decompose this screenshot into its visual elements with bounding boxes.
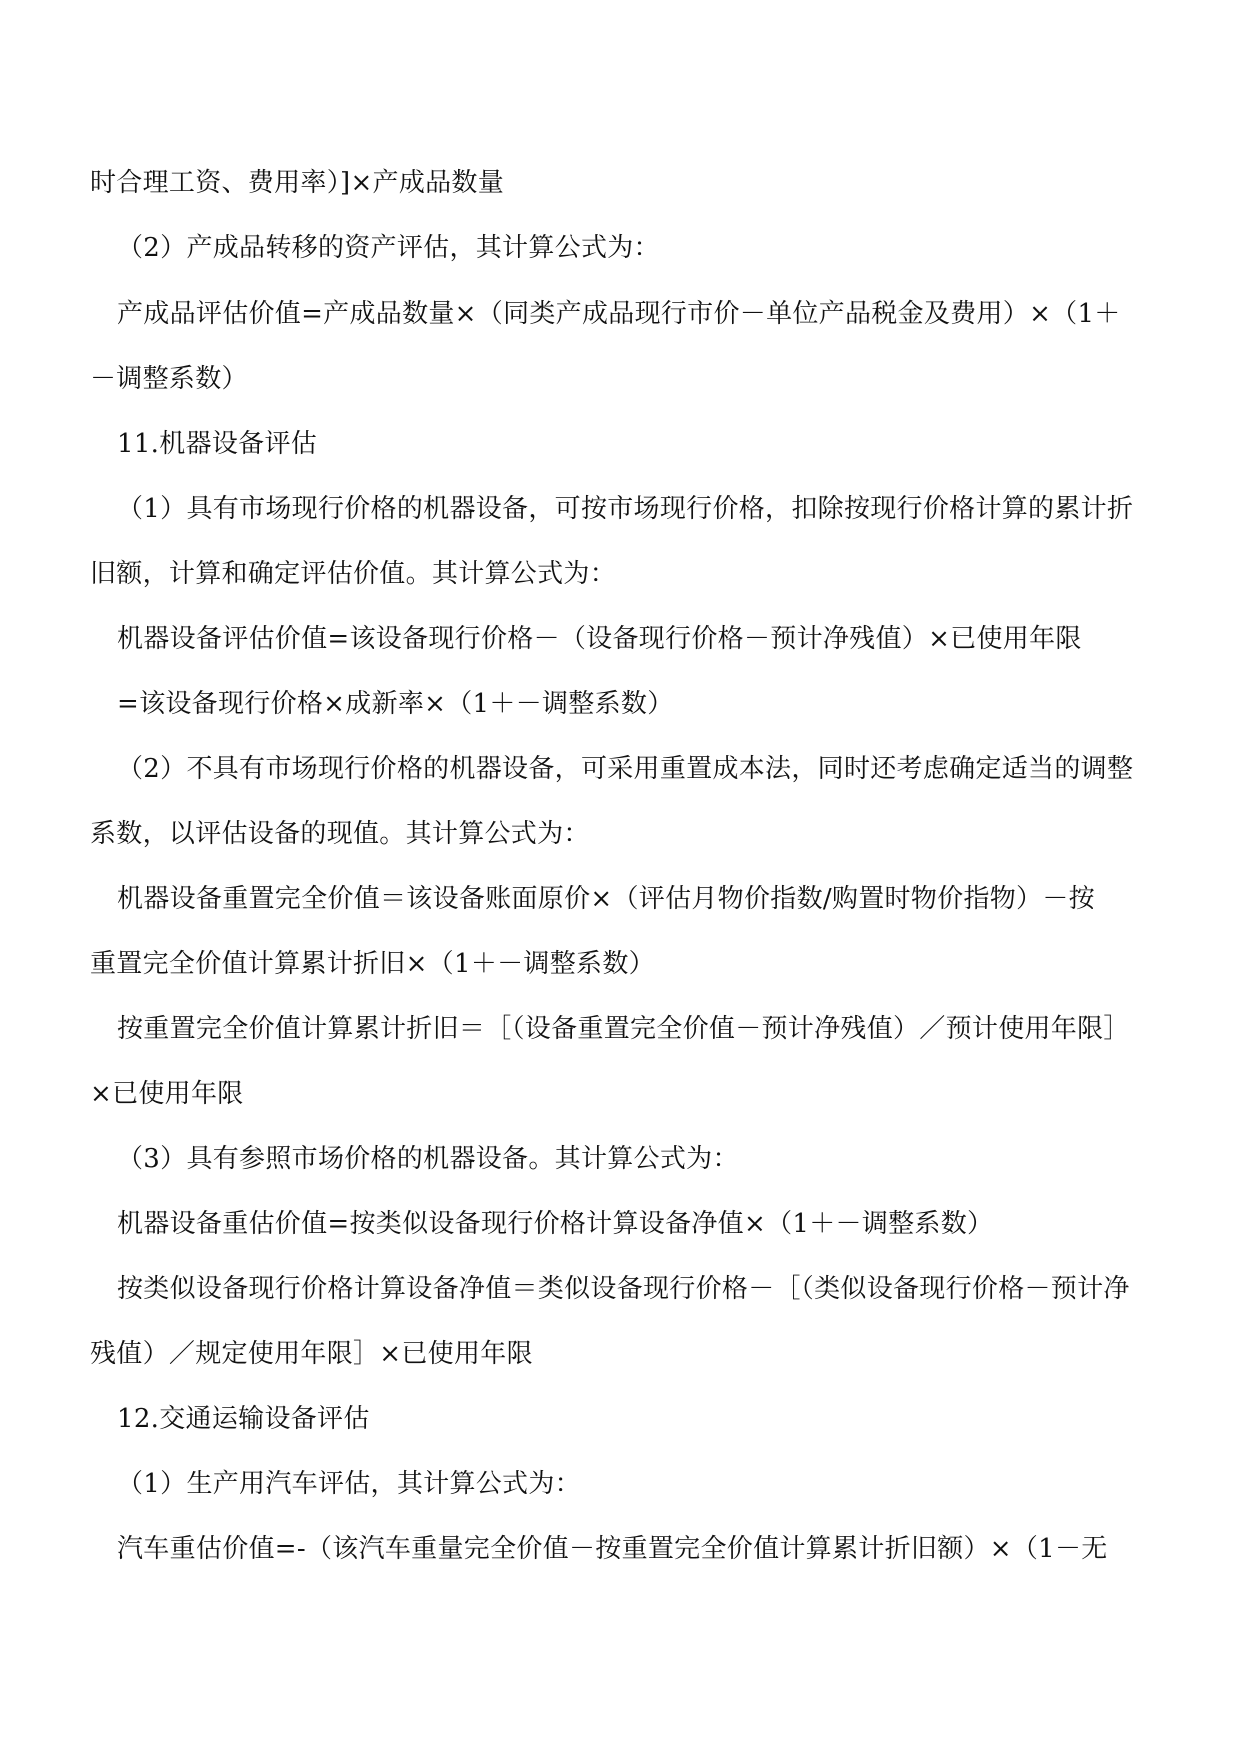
- text-line: （1）生产用汽车评估，其计算公式为：: [117, 1469, 581, 1499]
- text-line: 系数，以评估设备的现值。其计算公式为：: [90, 819, 590, 849]
- formula-line: =该设备现行价格×成新率×（1＋－调整系数）: [117, 689, 674, 719]
- text-line: （2）不具有市场现行价格的机器设备，可采用重置成本法，同时还考虑确定适当的调整: [117, 754, 1134, 784]
- formula-line: 按类似设备现行价格计算设备净值＝类似设备现行价格－［（类似设备现行价格－预计净: [117, 1274, 1130, 1304]
- formula-line: 按重置完全价值计算累计折旧＝［（设备重置完全价值－预计净残值）／预计使用年限］: [117, 1014, 1130, 1044]
- text-line: －调整系数）: [90, 364, 248, 394]
- formula-line: 机器设备重置完全价值＝该设备账面原价×（评估月物价指数/购置时物价指物）－按: [117, 884, 1095, 914]
- text-line: 旧额，计算和确定评估价值。其计算公式为：: [90, 559, 617, 589]
- formula-line: 机器设备重估价值=按类似设备现行价格计算设备净值×（1＋－调整系数）: [117, 1209, 994, 1239]
- formula-line: ×已使用年限: [90, 1079, 244, 1109]
- section-heading: 12.交通运输设备评估: [117, 1404, 370, 1434]
- section-heading: 11.机器设备评估: [117, 429, 318, 459]
- formula-line: 重置完全价值计算累计折旧×（1＋－调整系数）: [90, 949, 655, 979]
- text-line: （2）产成品转移的资产评估，其计算公式为：: [117, 233, 660, 263]
- text-line: （3）具有参照市场价格的机器设备。其计算公式为：: [117, 1144, 739, 1174]
- text-line: 时合理工资、费用率）]×产成品数量: [90, 168, 505, 198]
- formula-line: 机器设备评估价值=该设备现行价格－（设备现行价格－预计净残值）×已使用年限: [117, 624, 1082, 654]
- formula-line: 汽车重估价值=-（该汽车重量完全价值－按重置完全价值计算累计折旧额）×（1－无: [117, 1534, 1108, 1564]
- text-line: （1）具有市场现行价格的机器设备，可按市场现行价格，扣除按现行价格计算的累计折: [117, 494, 1134, 524]
- text-line: 产成品评估价值=产成品数量×（同类产成品现行市价－单位产品税金及费用）×（1＋: [117, 299, 1121, 329]
- formula-line: 残值）／规定使用年限］×已使用年限: [90, 1339, 533, 1369]
